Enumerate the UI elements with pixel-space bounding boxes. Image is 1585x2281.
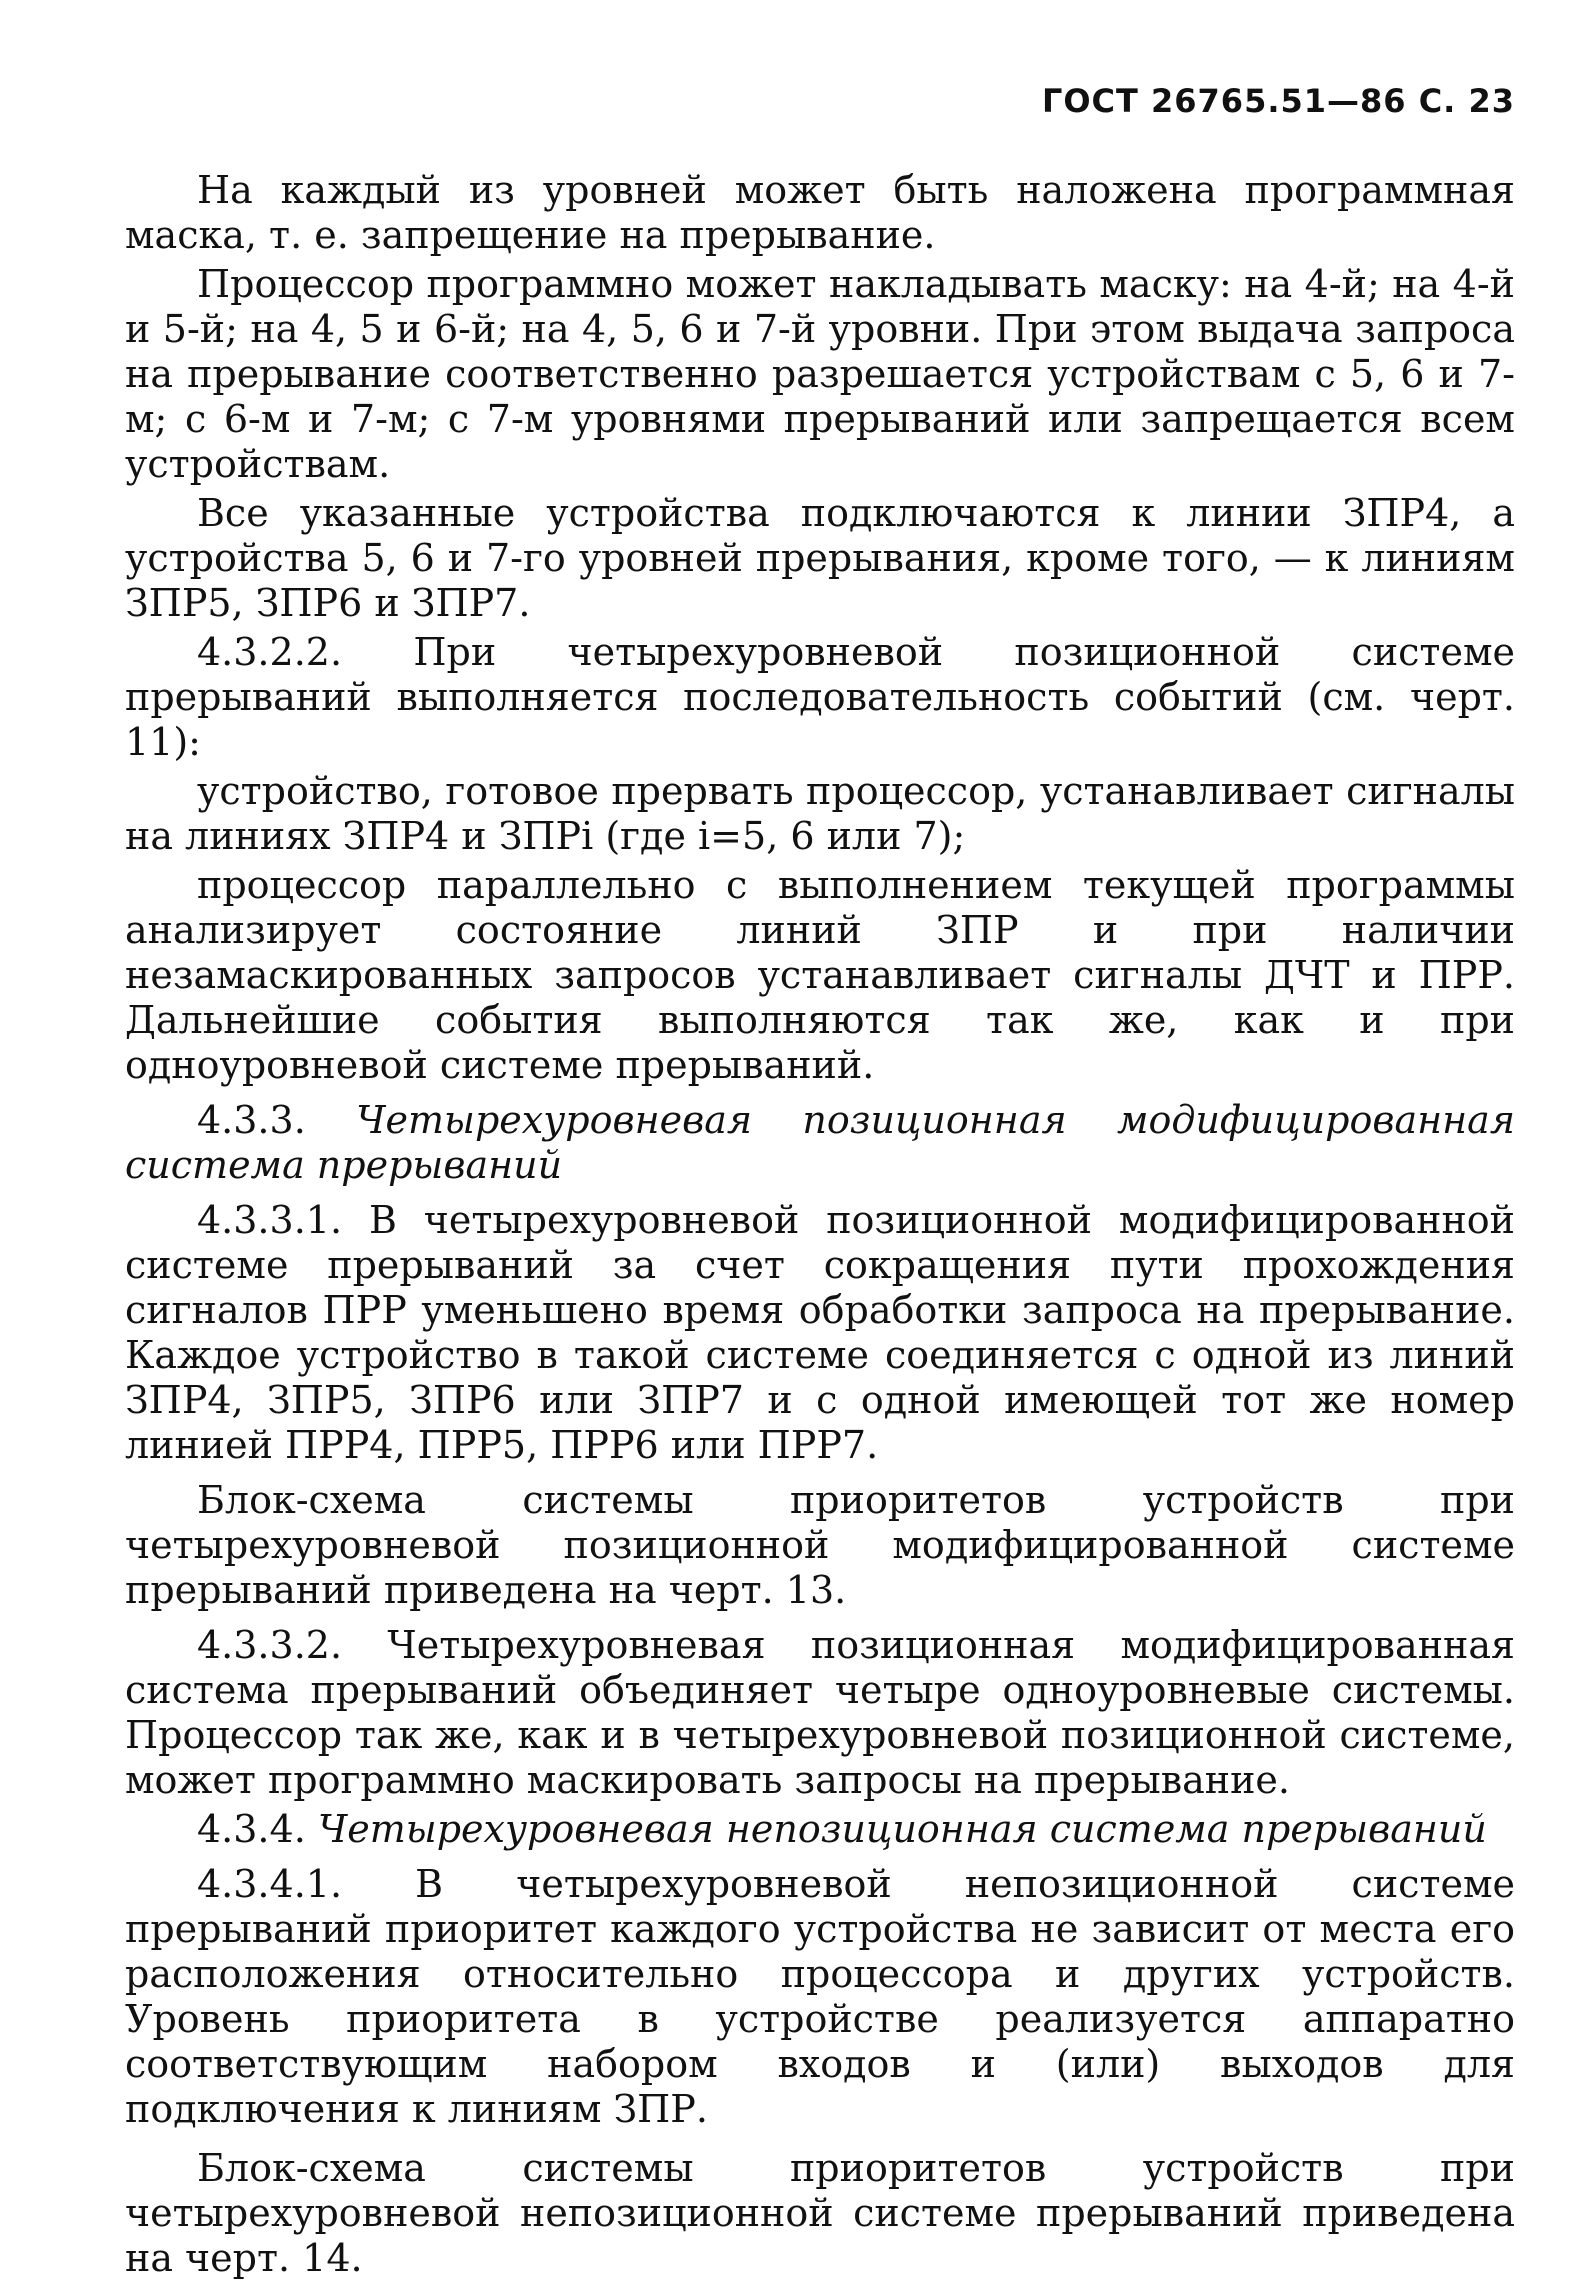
paragraph: Все указанные устройства подключаются к линии ЗПР4, а устройства 5, 6 и 7-го уровней прерывания, кроме того, — к линиям ЗПР5, ЗПР6 и ЗПР7. <box>125 491 1515 625</box>
paragraph: процессор параллельно с выполнением текущей программы анализирует состояние линий ЗПР и при наличии незамаскированных запросов устанавливает сигналы ДЧТ и ПРР. Дальнейшие события выполняются так же, как и при одноуровневой системе прерываний. <box>125 863 1515 1087</box>
section-title-text: Четырехуровневая позиционная модифицированная система прерываний <box>125 1098 1515 1187</box>
paragraph: 4.3.4.1. В четырехуровневой непозиционной системе прерываний приоритет каждого устройства не зависит от места его расположения относительно процессора и других устройств. Уровень приоритета в устройстве реализуется аппаратно соответствующим набором входов и (или) выходов для подключения к линиям ЗПР. <box>125 1862 1515 2131</box>
paragraph: Блок-схема системы приоритетов устройств при четырехуровневой позиционной модифицированной системе прерываний приведена на черт. 13. <box>125 1478 1515 1612</box>
paragraph: 4.3.3.1. В четырехуровневой позиционной модифицированной системе прерываний за счет сокращения пути прохождения сигналов ПРР уменьшено время обработки запроса на прерывание. Каждое устройство в такой системе соединяется с одной из линий ЗПР4, ЗПР5, ЗПР6 или ЗПР7 и с одной имеющей тот же номер линией ПРР4, ПРР5, ПРР6 или ПРР7. <box>125 1198 1515 1467</box>
page-header: ГОСТ 26765.51—86 С. 23 <box>1041 82 1515 120</box>
page-body <box>125 168 1515 2281</box>
paragraph: На каждый из уровней может быть наложена программная маска, т. е. запрещение на прерывание. <box>125 168 1515 257</box>
paragraph: Блок-схема системы приоритетов устройств при четырехуровневой непозиционной системе прерываний приведена на черт. 14. <box>125 2146 1515 2280</box>
section-heading-4-3-4 <box>125 1807 1515 1852</box>
section-heading-4-3-3 <box>125 1098 1515 1188</box>
paragraph: 4.3.3.2. Четырехуровневая позиционная модифицированная система прерываний объединяет четыре одноуровневые системы. Процессор так же, как и в четырехуровневой позиционной системе, может программно маскировать запросы на прерывание. <box>125 1623 1515 1802</box>
paragraph: устройство, готовое прервать процессор, устанавливает сигналы на линиях ЗПР4 и ЗПРi (где i=5, 6 или 7); <box>125 769 1515 858</box>
paragraph: Процессор программно может накладывать маску: на 4-й; на 4-й и 5-й; на 4, 5 и 6-й; на 4, 5, 6 и 7-й уровни. При этом выдача запроса на прерывание соответственно разрешается устройствам с 5, 6 и 7-м; с 6-м и 7-м; с 7-м уровнями прерываний или запрещается всем устройствам. <box>125 262 1515 486</box>
section-number: 4.3.3. <box>197 1098 306 1142</box>
section-number: 4.3.4. <box>197 1807 306 1851</box>
section-title-text: Четырехуровневая непозиционная система прерываний <box>317 1807 1487 1851</box>
paragraph: 4.3.2.2. При четырехуровневой позиционной системе прерываний выполняется последовательность событий (см. черт. 11): <box>125 630 1515 764</box>
